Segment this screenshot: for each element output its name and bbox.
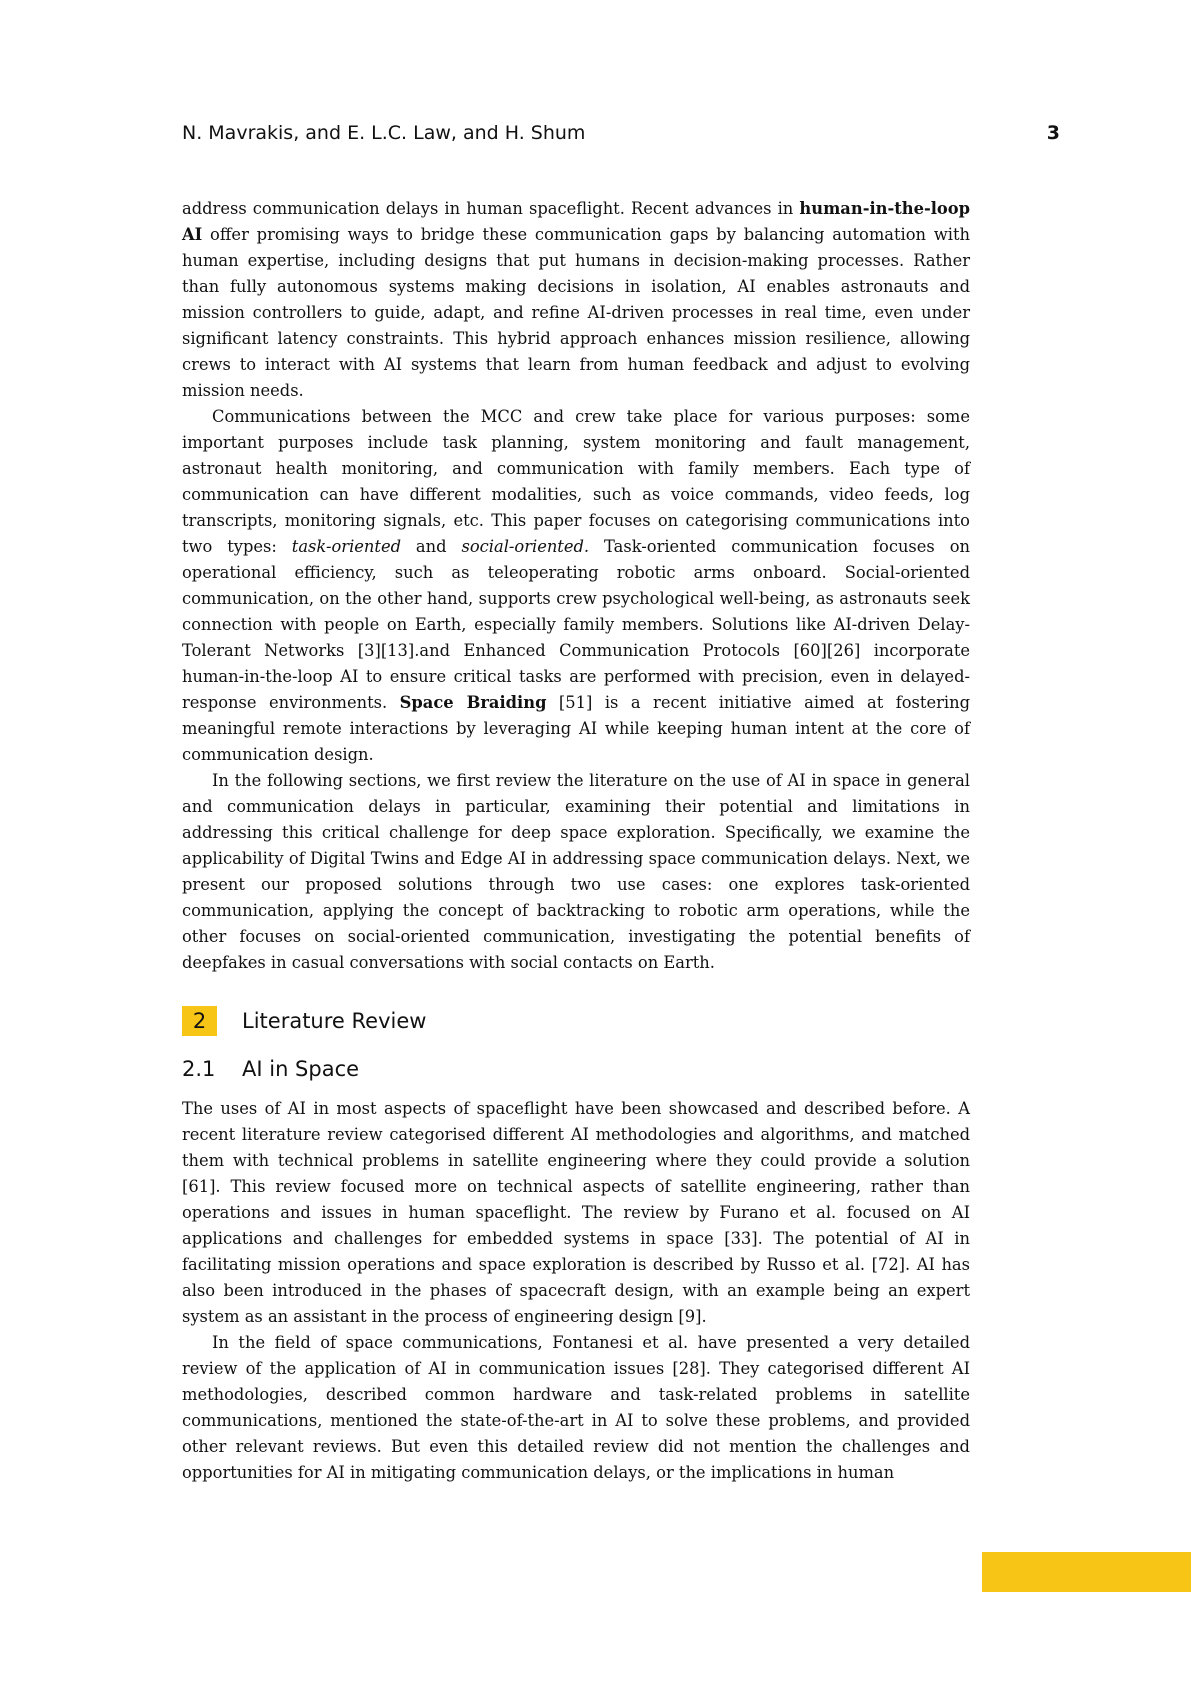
italic-term: social-oriented. [461, 537, 590, 556]
paragraph [182, 404, 970, 768]
page-corner-tab [982, 1552, 1191, 1592]
text-run: [51] is a recent initiative aimed at fostering meaningful remote interactions by leveraging AI while keeping human intent at the core of communication design. [182, 693, 970, 764]
text-run: In the following sections, we first review the literature on the use of AI in space in general and communication delays in particular, examining their potential and limitations in addressing this critical challenge for deep space exploration. Specifically, we examine the applicability of Digital Twins and Edge AI in addressing space communication delays. Next, we present our proposed solutions through two use cases: one explores task-oriented communication, applying the concept of backtracking to robotic arm operations, while the other focuses on social-oriented communication, investigating the potential benefits of deepfakes in casual conversations with social contacts on Earth. [182, 771, 970, 972]
section-heading [182, 1006, 970, 1036]
section-title: Literature Review [242, 1009, 427, 1033]
bold-term: Space Braiding [399, 693, 547, 712]
section-number: 2 [182, 1006, 217, 1036]
text-run: and [401, 537, 462, 556]
text-run: Communications between the MCC and crew take place for various purposes: some important purposes include task planning, system monitoring and fault management, astronaut health monitoring, and communication with family members. Each type of communication can have different modalities, such as voice commands, video feeds, log transcripts, monitoring signals, etc. This paper focuses on categorising communications into two types: [182, 407, 970, 556]
body-text [182, 196, 970, 1486]
subsection-number: 2.1 [182, 1057, 216, 1081]
text-run: address communication delays in human spaceflight. Recent advances in [182, 199, 800, 218]
paragraph [182, 196, 970, 404]
running-header [182, 122, 1060, 150]
header-authors: N. Mavrakis, and E. L.C. Law, and H. Shum [182, 122, 586, 144]
italic-term: task-oriented [291, 537, 401, 556]
paragraph [182, 1096, 970, 1330]
subsection-title: AI in Space [242, 1057, 360, 1081]
text-run: offer promising ways to bridge these communication gaps by balancing automation with human expertise, including designs that put humans in decision-making processes. Rather than fully autonomous systems making decisions in isolation, AI enables astronauts and mission controllers to guide, adapt, and refine AI-driven processes in real time, even under significant latency constraints. This hybrid approach enhances mission resilience, allowing crews to interact with AI systems that learn from human feedback and adjust to evolving mission needs. [182, 225, 970, 400]
paragraph [182, 768, 970, 976]
paragraph [182, 1330, 970, 1486]
text-run: The uses of AI in most aspects of spaceflight have been showcased and described before. A recent literature review categorised different AI methodologies and algorithms, and matched them with technical problems in satellite engineering where they could provide a solution [61]. This review focused more on technical aspects of satellite engineering, rather than operations and issues in human spaceflight. The review by Furano et al. focused on AI applications and challenges for embedded systems in space [33]. The potential of AI in facilitating mission operations and space exploration is described by Russo et al. [72]. AI has also been introduced in the phases of spacecraft design, with an example being an expert system as an assistant in the process of engineering design [9]. [182, 1099, 970, 1326]
bold-term: human-in-the-loop AI [182, 199, 970, 244]
text-run: Task-oriented communication focuses on operational efficiency, such as teleoperating robotic arms onboard. Social-oriented communication, on the other hand, supports crew psychological well-being, as astronauts seek connection with people on Earth, especially family members. Solutions like AI-driven Delay-Tolerant Networks [3][13].and Enhanced Communication Protocols [60][26] incorporate human-in-the-loop AI to ensure critical tasks are performed with precision, even in delayed-response environments. [182, 537, 970, 712]
text-run: In the field of space communications, Fontanesi et al. have presented a very detailed review of the application of AI in communication issues [28]. They categorised different AI methodologies, described common hardware and task-related problems in satellite communications, mentioned the state-of-the-art in AI to solve these problems, and provided other relevant reviews. But even this detailed review did not mention the challenges and opportunities for AI in mitigating communication delays, or the implications in human [182, 1333, 970, 1482]
page-number: 3 [1046, 122, 1060, 144]
subsection-heading [182, 1054, 970, 1084]
